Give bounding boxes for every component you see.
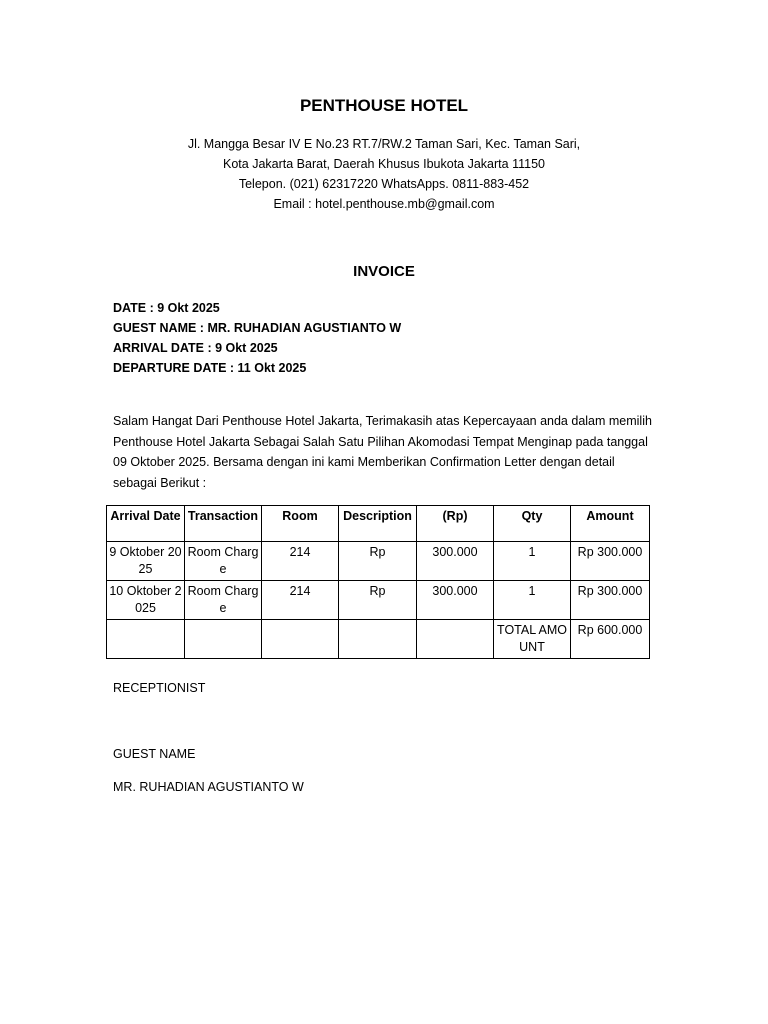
header-transaction: Transaction: [185, 506, 262, 542]
cell-empty: [262, 620, 339, 659]
cell-amount: Rp 300.000: [571, 542, 650, 581]
cell-rp: 300.000: [417, 542, 494, 581]
cell-rp: 300.000: [417, 581, 494, 620]
receptionist-label: RECEPTIONIST: [113, 681, 206, 695]
cell-qty: 1: [494, 581, 571, 620]
intro-paragraph: Salam Hangat Dari Penthouse Hotel Jakarta, Terimakasih atas Kepercayaan anda dalam memilih Penthouse Hotel Jakarta Sebagai Salah Satu Pilihan Akomodasi Tempat Menginap pada tanggal 09 Oktober 2025. Bersama dengan ini kami Memberikan Confirmation Letter dengan detail sebagai Berikut :: [113, 414, 652, 490]
invoice-meta: [113, 298, 401, 378]
cell-qty: 1: [494, 542, 571, 581]
cell-empty: [185, 620, 262, 659]
total-amount: Rp 600.000: [571, 620, 650, 659]
address-line: Kota Jakarta Barat, Daerah Khusus Ibukota Jakarta 11150: [223, 157, 545, 171]
phone-line: Telepon. (021) 62317220 WhatsApps. 0811-883-452: [238, 177, 530, 191]
arrival-date: ARRIVAL DATE : 9 Okt 2025: [113, 341, 278, 355]
cell-transaction: Room Charge: [185, 542, 262, 581]
cell-room: 214: [262, 581, 339, 620]
cell-description: Rp: [339, 581, 417, 620]
header-room: Room: [262, 506, 339, 542]
table-header-row: [107, 506, 650, 542]
guest-name-label: GUEST NAME: [113, 747, 196, 761]
header-rp: (Rp): [417, 506, 494, 542]
header-qty: Qty: [494, 506, 571, 542]
cell-empty: [339, 620, 417, 659]
address-line: Jl. Mangga Besar IV E No.23 RT.7/RW.2 Taman Sari, Kec. Taman Sari,: [187, 137, 581, 151]
guest-name-value: MR. RUHADIAN AGUSTIANTO W: [113, 780, 304, 794]
header-arrival-date: Arrival Date: [107, 506, 185, 542]
total-label: TOTAL AMOUNT: [494, 620, 571, 659]
header-amount: Amount: [571, 506, 650, 542]
cell-arrival-date: 10 Oktober 2025: [107, 581, 185, 620]
hotel-address: [0, 134, 768, 214]
table-total-row: [107, 620, 650, 659]
invoice-title: INVOICE: [353, 263, 415, 280]
cell-arrival-date: 9 Oktober 2025: [107, 542, 185, 581]
email-line: Email : hotel.penthouse.mb@gmail.com: [273, 197, 495, 211]
header-description: Description: [339, 506, 417, 542]
cell-amount: Rp 300.000: [571, 581, 650, 620]
hotel-name: PENTHOUSE HOTEL: [299, 96, 469, 115]
guest-name: GUEST NAME : MR. RUHADIAN AGUSTIANTO W: [113, 321, 402, 335]
departure-date: DEPARTURE DATE : 11 Okt 2025: [113, 361, 307, 375]
cell-empty: [107, 620, 185, 659]
table-row: [107, 542, 650, 581]
table-row: [107, 581, 650, 620]
invoice-table: [106, 505, 650, 659]
invoice-date: DATE : 9 Okt 2025: [113, 301, 220, 315]
cell-room: 214: [262, 542, 339, 581]
cell-description: Rp: [339, 542, 417, 581]
cell-transaction: Room Charge: [185, 581, 262, 620]
cell-empty: [417, 620, 494, 659]
